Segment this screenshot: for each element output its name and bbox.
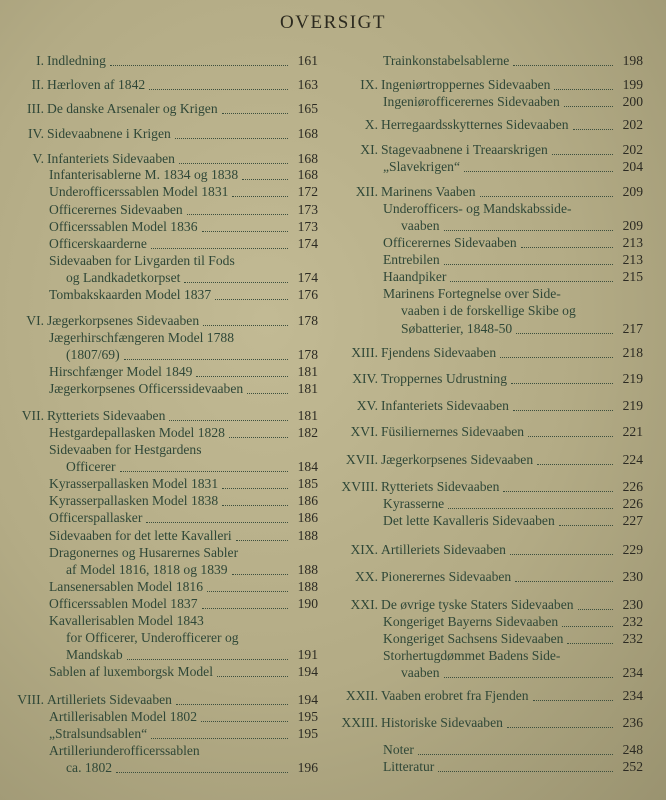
chapter-number: XIX. xyxy=(350,542,378,557)
page-number: 194 xyxy=(297,692,318,707)
page-number: 202 xyxy=(622,117,643,132)
entry-title: ca. 1802 xyxy=(66,760,113,775)
entry-title: Ingeniørofficerernes Sidevaaben xyxy=(383,94,560,109)
dot-leader xyxy=(554,89,613,90)
dot-leader xyxy=(247,393,288,394)
page-number: 215 xyxy=(622,269,643,284)
page-number: 213 xyxy=(622,252,643,267)
page-number: 173 xyxy=(297,202,318,217)
entry-title: Officerernes Sidevaaben xyxy=(383,235,517,250)
dot-leader xyxy=(450,281,613,282)
toc-entry[interactable] xyxy=(381,344,643,362)
dot-leader xyxy=(448,508,613,509)
page-number: 230 xyxy=(622,597,643,612)
entry-title: Pionerernes Sidevaaben xyxy=(381,569,512,584)
chapter-number: XIII. xyxy=(351,345,378,360)
page-number: 204 xyxy=(622,159,643,174)
dot-leader xyxy=(184,282,288,283)
toc-entry[interactable] xyxy=(381,116,643,134)
dot-leader xyxy=(528,436,613,437)
dot-leader xyxy=(203,325,288,326)
dot-leader xyxy=(515,581,613,582)
chapter-number: IV. xyxy=(28,126,44,141)
dot-leader xyxy=(151,738,288,739)
chapter-number: XVI. xyxy=(350,424,378,439)
page-number: 185 xyxy=(297,476,318,491)
page-number: 198 xyxy=(622,53,643,68)
chapter-number: XIV. xyxy=(352,371,378,386)
toc-entry[interactable] xyxy=(383,268,643,286)
dot-leader xyxy=(464,171,613,172)
page-number: 219 xyxy=(622,398,643,413)
page-number: 168 xyxy=(297,126,318,141)
page-number: 188 xyxy=(297,528,318,543)
toc-entry[interactable] xyxy=(383,52,643,70)
dot-leader xyxy=(573,129,613,130)
entry-title: Kavallerisablen Model 1843 xyxy=(49,613,204,628)
entry-title: Hærloven af 1842 xyxy=(47,77,146,92)
page-number: 202 xyxy=(622,142,643,157)
entry-title: Jægerkorpsenes Sidevaaben xyxy=(47,313,200,328)
entry-title: Jægerkorpsenes Sidevaaben xyxy=(381,452,534,467)
chapter-number: VIII. xyxy=(17,692,44,707)
dot-leader xyxy=(567,643,613,644)
chapter-number: XII. xyxy=(355,184,378,199)
dot-leader xyxy=(564,106,613,107)
entry-title: Ingeniørtroppernes Sidevaaben xyxy=(381,77,551,92)
dot-leader xyxy=(516,333,613,334)
chapter-number: XVIII. xyxy=(341,479,378,494)
dot-leader xyxy=(217,676,288,677)
toc-entry[interactable] xyxy=(66,269,318,287)
entry-title: Füsiliernernes Sidevaaben xyxy=(381,424,525,439)
entry-title: Entrebilen xyxy=(383,252,440,267)
entry-title: Artilleriets Sidevaaben xyxy=(47,692,172,707)
page-number: 227 xyxy=(622,513,643,528)
entry-title: og Landkadetkorpset xyxy=(66,270,181,285)
toc-entry[interactable] xyxy=(381,541,643,559)
entry-title: vaaben xyxy=(401,218,440,233)
dot-leader xyxy=(242,179,288,180)
dot-leader xyxy=(179,163,288,164)
page-number: 168 xyxy=(297,167,318,182)
page-number: 176 xyxy=(297,287,318,302)
chapter-number: VI. xyxy=(26,313,44,328)
toc-entry[interactable] xyxy=(383,741,643,759)
entry-title: Troppernes Udrustning xyxy=(381,371,507,386)
chapter-number: II. xyxy=(31,77,44,92)
chapter-number: III. xyxy=(27,101,44,116)
toc-entry[interactable] xyxy=(381,596,643,614)
toc-entry[interactable] xyxy=(401,217,643,235)
chapter-number: XI. xyxy=(360,142,378,157)
dot-leader xyxy=(222,113,288,114)
toc-entry[interactable] xyxy=(401,664,643,682)
page-number: 173 xyxy=(297,219,318,234)
entry-title: De øvrige tyske Staters Sidevaaben xyxy=(381,597,574,612)
page-number: 230 xyxy=(622,569,643,584)
page-number: 209 xyxy=(622,218,643,233)
toc-entry[interactable] xyxy=(383,495,643,513)
dot-leader xyxy=(215,299,288,300)
chapter-number: X. xyxy=(364,117,378,132)
chapter-number: VII. xyxy=(21,408,44,423)
chapter-number: XVII. xyxy=(345,452,378,467)
entry-title: Sablen af luxemborgsk Model xyxy=(49,664,213,679)
chapter-number: XXI. xyxy=(350,597,378,612)
dot-leader xyxy=(513,410,613,411)
page-number: 163 xyxy=(297,77,318,92)
page-number: 174 xyxy=(297,236,318,251)
entry-title: Officerskaarderne xyxy=(49,236,147,251)
page-number: 226 xyxy=(622,479,643,494)
dot-leader xyxy=(202,231,289,232)
entry-title: Storhertugdømmet Badens Side- xyxy=(383,648,561,663)
entry-title: Marinens Vaaben xyxy=(381,184,476,199)
toc-entry[interactable] xyxy=(47,312,318,330)
toc-entry[interactable] xyxy=(401,320,643,338)
toc-entry[interactable] xyxy=(381,76,643,94)
entry-title: Sidevaaben for Livgarden til Fods xyxy=(49,253,235,268)
page-number: 219 xyxy=(622,371,643,386)
toc-entry[interactable] xyxy=(49,509,318,527)
page-number: 172 xyxy=(297,184,318,199)
dot-leader xyxy=(510,554,613,555)
toc-entry[interactable] xyxy=(383,158,643,176)
page-number: 178 xyxy=(297,347,318,362)
page-number: 195 xyxy=(297,709,318,724)
entry-title: Det lette Kavalleris Sidevaaben xyxy=(383,513,555,528)
page-number: 190 xyxy=(297,596,318,611)
chapter-number: XV. xyxy=(356,398,378,413)
entry-title: Artilleriunderofficerssablen xyxy=(49,743,200,758)
dot-leader xyxy=(480,196,614,197)
dot-leader xyxy=(511,383,613,384)
toc-entry[interactable] xyxy=(381,183,643,201)
page-number: 194 xyxy=(297,664,318,679)
entry-title: Kyrasserpallasken Model 1838 xyxy=(49,493,219,508)
toc-entry[interactable] xyxy=(66,759,318,777)
entry-title: Søbatterier, 1848-50 xyxy=(401,321,513,336)
page-number: 234 xyxy=(622,665,643,680)
entry-title: Stagevaabnene i Treaarskrigen xyxy=(381,142,548,157)
entry-title: Officerer xyxy=(66,459,116,474)
chapter-number: XXIII. xyxy=(341,715,378,730)
chapter-number: XXII. xyxy=(345,688,378,703)
toc-entry[interactable] xyxy=(381,714,643,732)
entry-title: „Stralsundsablen“ xyxy=(49,726,148,741)
toc-entry[interactable] xyxy=(381,370,643,388)
dot-leader xyxy=(187,214,288,215)
toc-entry[interactable] xyxy=(381,423,643,441)
page-number: 191 xyxy=(297,647,318,662)
page-number: 224 xyxy=(622,452,643,467)
toc-entry[interactable] xyxy=(49,286,318,304)
page-title: OVERSIGT xyxy=(280,12,386,33)
toc-entry[interactable] xyxy=(49,235,318,253)
page-number: 200 xyxy=(622,94,643,109)
entry-title: Jægerhirschfængeren Model 1788 xyxy=(49,330,234,345)
entry-title: Indledning xyxy=(47,53,106,68)
entry-title: Artilleriets Sidevaaben xyxy=(381,542,506,557)
toc-entry[interactable] xyxy=(383,234,643,252)
dot-leader xyxy=(438,771,613,772)
page-number: 218 xyxy=(622,345,643,360)
page-number: 161 xyxy=(297,53,318,68)
page-number: 234 xyxy=(622,688,643,703)
page-number: 186 xyxy=(297,493,318,508)
toc-entry[interactable] xyxy=(49,201,318,219)
toc-entry[interactable] xyxy=(66,629,318,647)
page-number: 178 xyxy=(297,313,318,328)
toc-entry[interactable] xyxy=(66,646,318,664)
entry-title: for Officerer, Underofficerer og xyxy=(66,630,239,645)
entry-title: Officerssablen Model 1837 xyxy=(49,596,198,611)
dot-leader xyxy=(537,464,613,465)
dot-leader xyxy=(127,659,288,660)
entry-title: Kyrasserne xyxy=(383,496,445,511)
dot-leader xyxy=(562,626,613,627)
dot-leader xyxy=(444,677,614,678)
page-number: 181 xyxy=(297,408,318,423)
entry-title: Infanterisablerne M. 1834 og 1838 xyxy=(49,167,239,182)
page-number: 226 xyxy=(622,496,643,511)
toc-entry[interactable] xyxy=(381,687,643,705)
toc-entry[interactable] xyxy=(381,141,643,159)
entry-title: Vaaben erobret fra Fjenden xyxy=(381,688,529,703)
entry-title: Rytteriets Sidevaaben xyxy=(381,479,500,494)
toc-entry[interactable] xyxy=(383,647,643,665)
entry-title: Hirschfænger Model 1849 xyxy=(49,364,193,379)
toc-entry[interactable] xyxy=(401,302,643,320)
toc-entry[interactable] xyxy=(383,251,643,269)
entry-title: Kyrasserpallasken Model 1831 xyxy=(49,476,219,491)
entry-title: Sidevaaben for Hestgardens xyxy=(49,442,202,457)
page-number: 213 xyxy=(622,235,643,250)
dot-leader xyxy=(521,247,613,248)
page-number: 229 xyxy=(622,542,643,557)
page-number: 236 xyxy=(622,715,643,730)
entry-title: Litteratur xyxy=(383,759,435,774)
toc-entry[interactable] xyxy=(49,742,318,760)
page-number: 248 xyxy=(622,742,643,757)
page-number: 232 xyxy=(622,631,643,646)
toc-entry[interactable] xyxy=(49,612,318,630)
page-number: 232 xyxy=(622,614,643,629)
entry-title: af Model 1816, 1818 og 1839 xyxy=(66,562,228,577)
entry-title: Kongeriget Bayerns Sidevaaben xyxy=(383,614,559,629)
page-number: 252 xyxy=(622,759,643,774)
entry-title: Underofficerssablen Model 1831 xyxy=(49,184,229,199)
dot-leader xyxy=(444,230,614,231)
toc-entry[interactable] xyxy=(381,478,643,496)
toc-entry[interactable] xyxy=(383,93,643,111)
page-number: 168 xyxy=(297,151,318,166)
chapter-number: IX. xyxy=(360,77,378,92)
entry-title: Rytteriets Sidevaaben xyxy=(47,408,166,423)
toc-entry[interactable] xyxy=(49,218,318,236)
chapter-number: XX. xyxy=(354,569,378,584)
dot-leader xyxy=(207,591,288,592)
entry-title: Herregaardsskytternes Sidevaaben xyxy=(381,117,569,132)
entry-title: Haandpiker xyxy=(383,269,447,284)
toc-entry[interactable] xyxy=(383,613,643,631)
chapter-number: I. xyxy=(36,53,44,68)
toc-entry[interactable] xyxy=(49,166,318,184)
dot-leader xyxy=(110,65,288,66)
page-number: 174 xyxy=(297,270,318,285)
page-number: 181 xyxy=(297,381,318,396)
chapter-number: V. xyxy=(32,151,44,166)
toc-entry[interactable] xyxy=(383,758,643,776)
toc-entry[interactable] xyxy=(49,252,318,270)
toc-entry[interactable] xyxy=(383,285,643,303)
entry-title: vaaben xyxy=(401,665,440,680)
entry-title: Jægerkorpsenes Officerssidevaaben xyxy=(49,381,244,396)
entry-title: Historiske Sidevaaben xyxy=(381,715,503,730)
page-number: 221 xyxy=(622,424,643,439)
entry-title: vaaben i de forskellige Skibe og xyxy=(401,303,576,318)
entry-title: Sidevaaben for det lette Kavalleri xyxy=(49,528,232,543)
dot-leader xyxy=(175,138,288,139)
page-number: 182 xyxy=(297,425,318,440)
page-number: 188 xyxy=(297,562,318,577)
page-number: 196 xyxy=(297,760,318,775)
dot-leader xyxy=(552,154,613,155)
entry-title: Dragonernes og Husarernes Sabler xyxy=(49,545,239,560)
dot-leader xyxy=(559,525,613,526)
entry-title: Underofficers- og Mandskabsside- xyxy=(383,201,572,216)
entry-title: Officerernes Sidevaaben xyxy=(49,202,183,217)
entry-title: Sidevaabnene i Krigen xyxy=(47,126,171,141)
entry-title: Infanteriets Sidevaaben xyxy=(47,151,175,166)
page-number: 217 xyxy=(622,321,643,336)
entry-title: Lansenersablen Model 1816 xyxy=(49,579,204,594)
toc-entry[interactable] xyxy=(383,200,643,218)
page-number: 181 xyxy=(297,364,318,379)
dot-leader xyxy=(513,65,613,66)
toc-entry[interactable] xyxy=(383,630,643,648)
entry-title: Noter xyxy=(383,742,414,757)
dot-leader xyxy=(533,700,613,701)
toc-entry[interactable] xyxy=(381,568,643,586)
dot-leader xyxy=(151,248,288,249)
dot-leader xyxy=(146,522,288,523)
dot-leader xyxy=(578,609,613,610)
page-number: 186 xyxy=(297,510,318,525)
entry-title: De danske Arsenaler og Krigen xyxy=(47,101,218,116)
toc-entry[interactable] xyxy=(49,663,318,681)
entry-title: Mandskab xyxy=(66,647,123,662)
toc-entry[interactable] xyxy=(47,52,318,70)
dot-leader xyxy=(418,754,613,755)
dot-leader xyxy=(222,505,288,506)
page-number: 188 xyxy=(297,579,318,594)
page-number: 209 xyxy=(622,184,643,199)
toc-entry[interactable] xyxy=(381,397,643,415)
dot-leader xyxy=(116,772,288,773)
entry-title: Fjendens Sidevaaben xyxy=(381,345,497,360)
entry-title: Infanteriets Sidevaaben xyxy=(381,398,509,413)
entry-title: Officerspallasker xyxy=(49,510,143,525)
entry-title: Trainkonstabelsablerne xyxy=(383,53,510,68)
dot-leader xyxy=(169,420,288,421)
entry-title: „Slavekrigen“ xyxy=(383,159,460,174)
entry-title: Officerssablen Model 1836 xyxy=(49,219,198,234)
entry-title: (1807/69) xyxy=(66,347,120,362)
entry-title: Kongeriget Sachsens Sidevaaben xyxy=(383,631,564,646)
toc-entry[interactable] xyxy=(383,512,643,530)
dot-leader xyxy=(120,471,288,472)
page-number: 165 xyxy=(297,101,318,116)
entry-title: Tombakskaarden Model 1837 xyxy=(49,287,212,302)
entry-title: Hestgardepallasken Model 1828 xyxy=(49,425,225,440)
entry-title: Marinens Fortegnelse over Side- xyxy=(383,286,561,301)
dot-leader xyxy=(507,727,613,728)
page-number: 199 xyxy=(622,77,643,92)
entry-title: Artillerisablen Model 1802 xyxy=(49,709,197,724)
page-number: 195 xyxy=(297,726,318,741)
page-number: 184 xyxy=(297,459,318,474)
dot-leader xyxy=(503,491,613,492)
dot-leader xyxy=(500,357,613,358)
toc-entry[interactable] xyxy=(381,451,643,469)
dot-leader xyxy=(444,264,613,265)
